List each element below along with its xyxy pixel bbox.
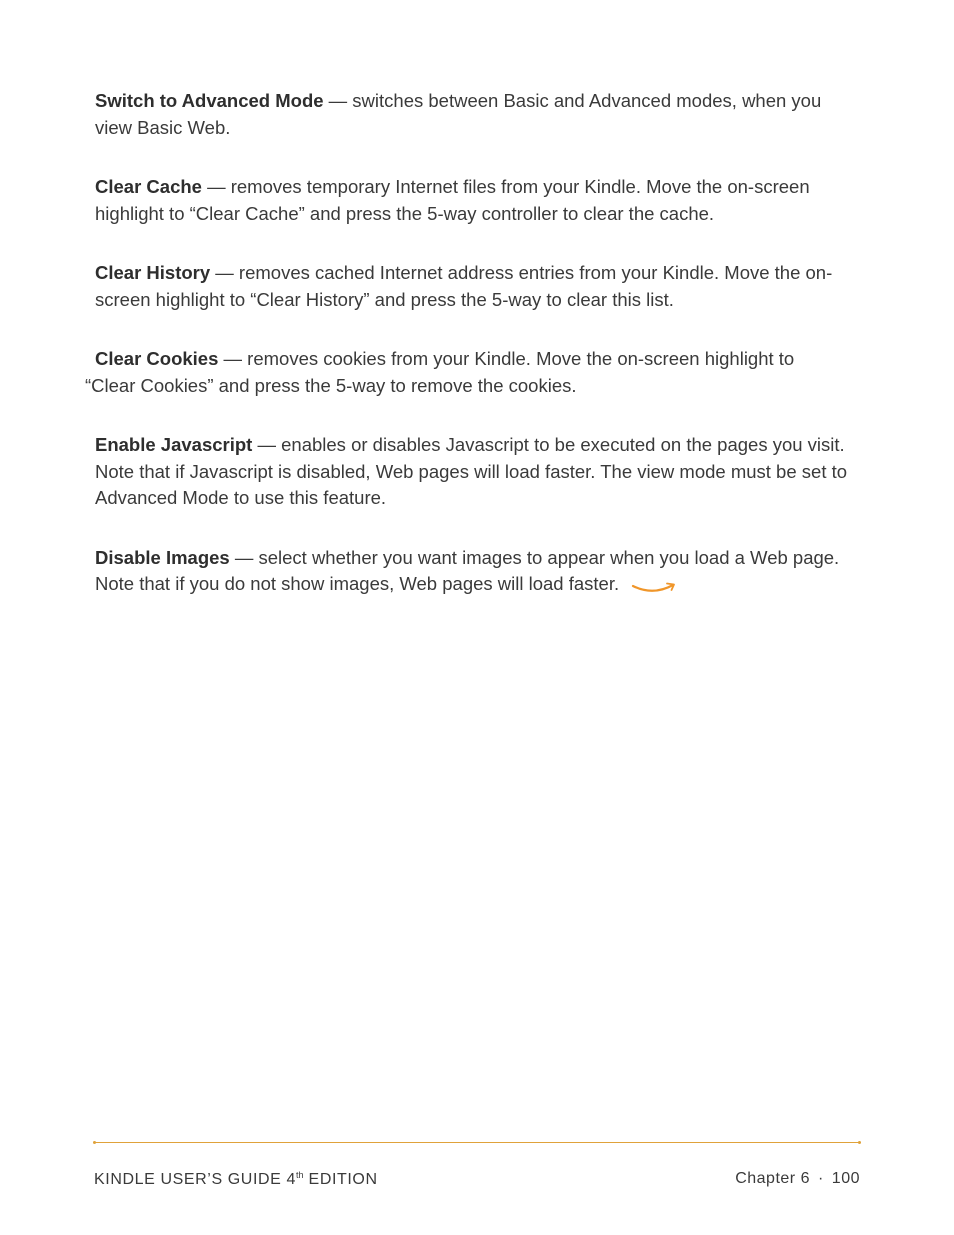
- entry-description: — removes temporary Internet files from your Kindle. Move the on-screen highlight to “Clear Cache” and press the 5-way controller to clear the cache.: [95, 176, 810, 224]
- amazon-smile-icon: [631, 577, 677, 593]
- page-content: [85, 88, 855, 631]
- entry-term: Switch to Advanced Mode: [95, 90, 324, 111]
- entry-enable-javascript: [95, 432, 855, 512]
- entry-clear-cache: [95, 174, 855, 227]
- entry-clear-cookies: [85, 346, 855, 399]
- footer-divider: [94, 1142, 860, 1143]
- footer-guide-title-edition: EDITION: [303, 1171, 378, 1188]
- entry-term: Enable Javascript: [95, 434, 253, 455]
- entry-term: Clear Cookies: [95, 348, 219, 369]
- entry-term: Disable Images: [95, 546, 230, 568]
- entry-description: — enables or disables Javascript to be executed on the pages you visit. Note that if Javascript is disabled, Web pages will load faster. The view mode must be set to Advanced Mode to use this feature.: [95, 434, 848, 508]
- entry-description: — select whether you want images to appear when you load a Web page. Note that if you do not show images, Web pages will load faster.: [95, 546, 840, 594]
- entry-description-continued: “Clear Cookies” and press the 5-way to remove the cookies.: [85, 374, 577, 396]
- entry-clear-history: [95, 260, 855, 313]
- footer-page-info: [735, 1170, 860, 1188]
- footer-separator: ·: [817, 1170, 824, 1187]
- entry-term: Clear Cache: [95, 176, 202, 197]
- footer-page-number: 100: [831, 1170, 860, 1187]
- entry-disable-images: [95, 545, 855, 598]
- footer-chapter: Chapter 6: [735, 1170, 810, 1187]
- footer-guide-title: [94, 1170, 378, 1189]
- entry-description: — removes cached Internet address entries from your Kindle. Move the on-screen highlight to “Clear History” and press the 5-way to clear this list.: [95, 262, 833, 310]
- footer-guide-title-main: KINDLE USER’S GUIDE 4: [94, 1171, 296, 1188]
- entry-term: Clear History: [95, 262, 211, 283]
- footer-guide-title-superscript: th: [295, 1170, 304, 1180]
- entry-description: — removes cookies from your Kindle. Move the on-screen highlight to: [218, 348, 795, 369]
- entry-description: — switches between Basic and Advanced modes, when you view Basic Web.: [95, 90, 822, 138]
- entry-switch-advanced-mode: [95, 88, 855, 141]
